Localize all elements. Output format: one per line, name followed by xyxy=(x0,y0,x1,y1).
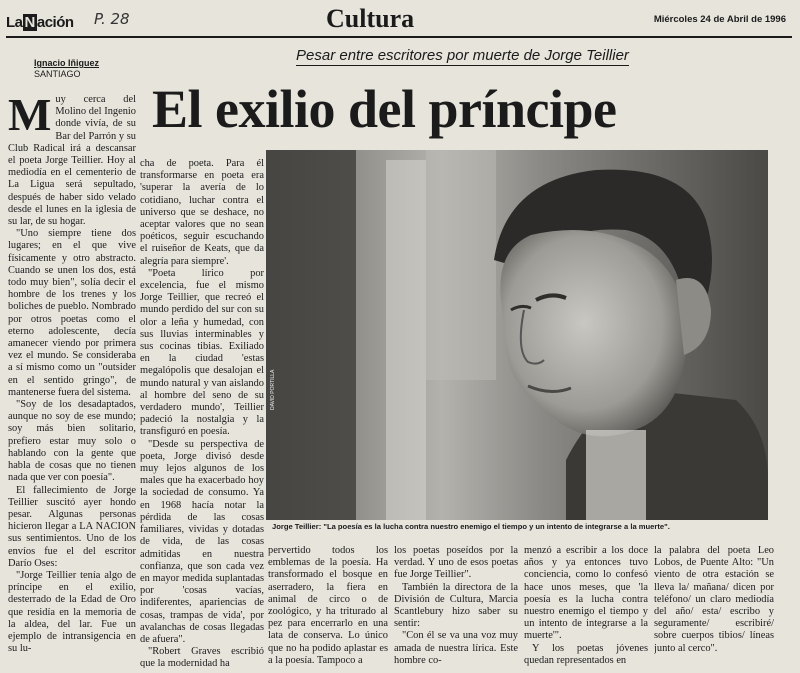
photo-caption: Jorge Teillier: "La poesía es la lucha contra nuestro enemigo el tiempo y un intento de integrarse a la muerte". xyxy=(272,522,670,531)
byline-name: Ignacio Iñiguez xyxy=(34,58,100,68)
article-kicker: Pesar entre escritores por muerte de Jorge Teillier xyxy=(296,47,629,64)
portrait-photo xyxy=(266,150,768,520)
paragraph: "Con él se va una voz muy amada de nuestra lírica. Este hombre co- xyxy=(394,630,518,666)
handwritten-page-note: P. 28 xyxy=(94,10,130,28)
section-title: Cultura xyxy=(326,4,415,33)
article-column-4 xyxy=(394,545,518,670)
issue-date: Miércoles 24 de Abril de 1996 xyxy=(653,14,786,25)
paragraph: "Robert Graves escribió que la modernidad ha xyxy=(140,646,264,668)
article-column-6 xyxy=(654,545,774,670)
paragraph: "Poeta lírico por excelencia, fue el mismo Jorge Teillier, que recreó el mundo perdido del sur con su olor a leña y humedad, con sus lluvias interminables y sus cocinas tibias. Exiliado en la ciudad 'estas megalópolis que desalojan el mundo natural y van aislando al hombre del seno de su verdadero mundo', Teillier padeció la nostalgia y la transfiguró en poesía. xyxy=(140,267,264,438)
article-column-5 xyxy=(524,545,648,670)
paragraph: los poetas poseídos por la verdad. Y uno de esos poetas fue Jorge Teillier". xyxy=(394,545,518,581)
newspaper-logo: La N ación xyxy=(6,14,74,31)
paragraph: "Uno siempre tiene dos lugares; en el que vive físicamente y otro abstracto. Cuando se unen los dos, está todo muy bien", solía decir el hombre de los trenes y los boliches de pueblo. Nombrado por otros poetas como el eterno adolescente, decía amanecer viendo por primera vez el mundo. Se consideraba a sí mismo como un "outsider en el sentido gringo", de mantenerse fuera del sistema. xyxy=(8,228,136,398)
paragraph: También la directora de la División de Cultura, Marcia Scantlebury hizo saber su sentir: xyxy=(394,581,518,630)
paragraph: "Jorge Teillier tenía algo de príncipe en el exilio, desterrado de la Edad de Oro que residía en la memoria de la aldea, del lar. Fue un ejemplo de intransigencia en su lu- xyxy=(8,569,136,655)
byline xyxy=(34,58,99,80)
article-column-2 xyxy=(140,158,264,668)
byline-place: SANTIAGO xyxy=(34,69,81,79)
paragraph: El fallecimiento de Jorge Teillier suscitó ayer hondo pesar. Algunas personas hicieron llegar a LA NACION sus sentimientos. Uno de los envíos fue el del escritor Darío Oses: xyxy=(8,484,136,569)
paragraph: pervertido todos los emblemas de la poesía. Ha transformado el bosque en aserradero, la fiera en animal de circo o de zoológico, y ha triturado al pez para encerrarlo en una lata de conserva. Lo único que no ha podido aplastar es a la poesía. Tampoco a xyxy=(268,545,388,666)
paragraph: menzó a escribir a los doce años y ya entonces tuvo conciencia, como lo confesó hace unos meses, que 'la poesía es la lucha contra nuestro enemigo el tiempo y un intento de integrarse a la muerte'". xyxy=(524,545,648,642)
paragraph: "Soy de los desadaptados, aunque no soy de ese mundo; soy más bien solitario, prefiero estar muy solo o hablando con la gente que habla de cosas que no tienen nada que ver con poesía". xyxy=(8,399,136,484)
paragraph: la palabra del poeta Leo Lobos, de Puente Alto: "Un viento de otra estación se lleva la/ mañana/ dicen por teléfono/ un claro mediodía del año/ esta/ escribo y seguramente/ escribiré/ sobre cuerpos tibios/ líneas junto al cerco". xyxy=(654,545,774,654)
drop-cap: M xyxy=(8,94,52,140)
article-column-1 xyxy=(8,94,136,668)
photo-credit: DAVID PORTILLA xyxy=(270,369,276,410)
paragraph: Y los poetas jóvenes quedan representados en xyxy=(524,642,648,666)
masthead xyxy=(6,6,792,36)
article-column-3 xyxy=(268,545,388,670)
paragraph: cha de poeta. Para él transformarse en poeta era 'superar la avería de lo cotidiano, luchar contra el universo que se deshace, no aceptar valores que no sean poéticos, seguir escuchando el ruiseñor de Keats, que da alegría para siempre'. xyxy=(140,158,264,267)
portrait-image xyxy=(266,150,768,520)
paragraph: "Desde su perspectiva de poeta, Jorge divisó desde muy lejos algunos de los males que ha exacerbado hoy la sociedad de consumo. Ya en 1968 hacía notar la pérdida de las cosas familiares, vividas y dotadas de vida, de las cosas admitidas en nuestra confianza, que son cada vez en mayor medida suplantadas por 'cosas vacías, indiferentes, apariencias de cosas, trampas de vida', por avalanchas de cosas llegadas de afuera". xyxy=(140,438,264,645)
article-headline: El exilio del príncipe xyxy=(152,79,617,139)
masthead-rule xyxy=(6,36,792,38)
paragraph: uy cerca del Molino del Ingenio donde vivía, de su Bar del Parrón y su Club Radical irá a descansar el poeta Jorge Teillier. Hoy al mediodía en el cementerio de La Ligua será sepultado, después de haber sido velado desde el lunes en la iglesia de su lar, de su hogar. xyxy=(8,94,136,228)
